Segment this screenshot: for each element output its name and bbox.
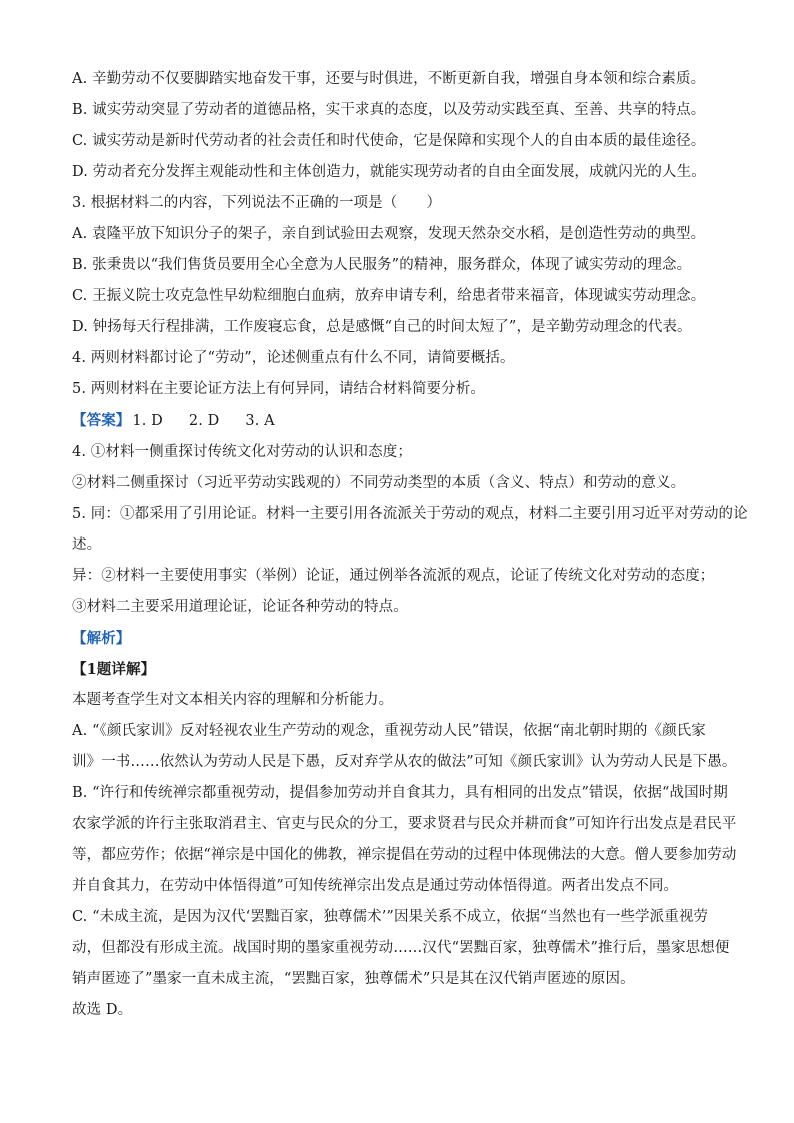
answer4 (72, 437, 722, 499)
answer-2: 2. D (188, 413, 220, 429)
answer-3: 3. A (245, 413, 275, 429)
answer-row (72, 405, 722, 437)
detail-label: 【1题详解】 (72, 661, 156, 678)
analysis-label: 【解析】 (72, 630, 131, 647)
detail-line: C. “未成主流，是因为汉代‘罢黜百家，独尊儒术’”因果关系不成立，依据“当然也有一些学派重视劳 (72, 909, 709, 925)
question2-options (72, 64, 722, 188)
detail-line: A. “《颜氏家训》反对轻视农业生产劳动的观念，重视劳动人民”错误，依据“南北朝时期的《颜氏家 (72, 723, 706, 739)
q2-option-a: A. 辛勤劳动不仅要脚踏实地奋发干事，还要与时俱进，不断更新自我，增强自身本领和综合素质。 (72, 71, 706, 87)
detail-line: 农家学派的许行主张取消君主、官吏与民众的分工，要求贤君与民众并耕而食”可知许行出发点是君民平 (72, 816, 737, 832)
answer5-line: 5. 同：①都采用了引用论证。材料一主要引用各流派关于劳动的观点，材料二主要引用习近平对劳动的论 (72, 506, 748, 522)
document-page (72, 64, 748, 1026)
answer4-line: ②材料二侧重探讨（习近平劳动实践观的）不同劳动类型的本质（含义、特点）和劳动的意义。 (72, 475, 686, 491)
q2-option-b: B. 诚实劳动突显了劳动者的道德品格，实干求真的态度，以及劳动实践至真、至善、共享的特点。 (72, 102, 706, 118)
question5: 5. 两则材料在主要论证方法上有何异同，请结合材料简要分析。 (72, 381, 485, 397)
q3-option-d: D. 钟扬每天行程排满，工作废寝忘食，总是感慨“自己的时间太短了”，是辛勤劳动理念的代表。 (72, 319, 692, 335)
q3-option-a: A. 袁隆平放下知识分子的架子，亲自到试验田去观察，发现天然杂交水稻，是创造性劳动的典型。 (72, 226, 706, 242)
q3-option-b: B. 张秉贵以“我们售货员要用全心全意为人民服务”的精神，服务群众，体现了诚实劳动的理念。 (72, 257, 692, 273)
conclusion: 故选 D。 (72, 1002, 133, 1018)
detail-line: 动，但都没有形成主流。战国时期的墨家重视劳动……汉代“罢黜百家，独尊儒术”推行后，墨家思想便 (72, 940, 730, 956)
answer-label: 【答案】 (72, 412, 131, 429)
detail-line: 销声匿迹了”墨家一直未成主流，“罢黜百家，独尊儒术”只是其在汉代销声匿迹的原因。 (72, 971, 635, 987)
detail-body (72, 716, 737, 995)
question3-options (72, 219, 722, 343)
question4: 4. 两则材料都讨论了“劳动”，论述侧重点有什么不同，请简要概括。 (72, 350, 515, 366)
answer4-line: 4. ①材料一侧重探讨传统文化对劳动的认识和态度； (72, 444, 412, 460)
question3-stem: 3. 根据材料二的内容，下列说法不正确的一项是（ ） (72, 195, 442, 211)
answer5-line: ③材料二主要采用道理论证，论证各种劳动的特点。 (72, 599, 408, 615)
q3-option-c: C. 王振义院士攻克急性早幼粒细胞白血病，放弃申请专利，给患者带来福音，体现诚实劳动理念。 (72, 288, 706, 304)
q2-option-c: C. 诚实劳动是新时代劳动者的社会责任和时代使命，它是保障和实现个人的自由本质的最佳途径。 (72, 133, 706, 149)
detail-line: B. “许行和传统禅宗都重视劳动，提倡参加劳动并自食其力，具有相同的出发点”错误，依据“战国时期 (72, 785, 728, 801)
q2-option-d: D. 劳动者充分发挥主观能动性和主体创造力，就能实现劳动者的自由全面发展，成就闪光的人生。 (72, 164, 706, 180)
detail-line: 训》一书……依然认为劳动人民是下愚，反对弃学从农的做法”可知《颜氏家训》认为劳动人民是下愚。 (72, 754, 737, 770)
answer-1: 1. D (132, 413, 163, 429)
answer5-line: 异：②材料一主要使用事实（举例）论证，通过例举各流派的观点，论证了传统文化对劳动的态度； (72, 568, 715, 584)
detail-intro: 本题考查学生对文本相关内容的理解和分析能力。 (72, 692, 394, 708)
answer5-line: 述。 (72, 537, 102, 553)
answer5 (72, 499, 748, 623)
detail-line: 并自食其力，在劳动中体悟得道”可知传统禅宗出发点是通过劳动体悟得道。两者出发点不同。 (72, 878, 679, 894)
detail-line: 等，都应劳作；依据“禅宗是中国化的佛教，禅宗提倡在劳动的过程中体现佛法的大意。僧人要参加劳动 (72, 847, 737, 863)
